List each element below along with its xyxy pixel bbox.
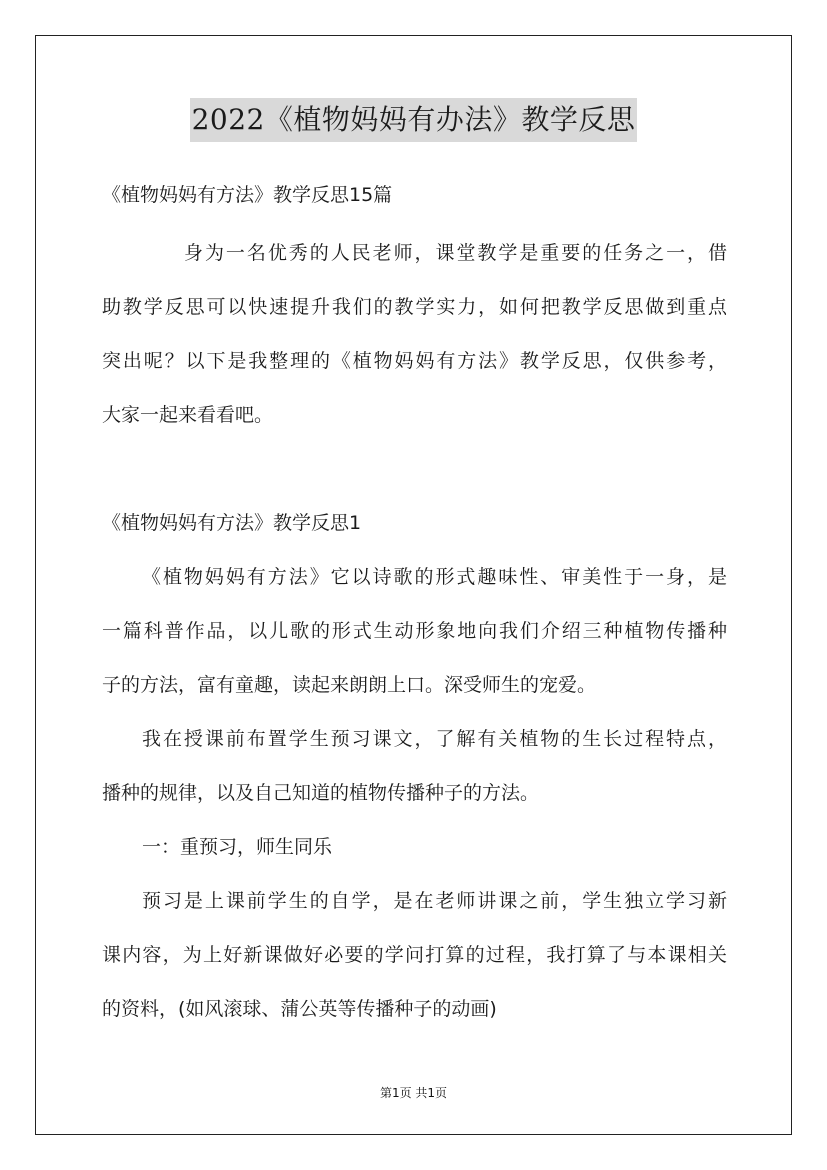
intro-line-1: 身为一名优秀的人民老师，课堂教学是重要的任务之一，借: [184, 242, 727, 264]
para3-line-2: 课内容，为上好新课做好必要的学问打算的过程，我打算了与本课相关: [102, 944, 727, 966]
para2-line-2: 播种的规律，以及自己知道的植物传播种子的方法。: [102, 782, 540, 804]
title-container: [0, 98, 827, 142]
section-heading: 《植物妈妈有方法》教学反思1: [102, 512, 362, 534]
document-title: 2022《植物妈妈有办法》教学反思: [190, 98, 638, 142]
para2-line-1: 我在授课前布置学生预习课文，了解有关植物的生长过程特点，: [142, 728, 727, 750]
page-footer: 第1页 共1页: [379, 1086, 448, 1100]
intro-line-4: 大家一起来看看吧。: [102, 404, 274, 426]
para1-line-2: 一篇科普作品，以儿歌的形式生动形象地向我们介绍三种植物传播种: [102, 620, 727, 642]
intro-line-3: 突出呢？以下是我整理的《植物妈妈有方法》教学反思，仅供参考，: [102, 350, 727, 372]
para1-line-1: 《植物妈妈有方法》它以诗歌的形式趣味性、审美性于一身，是: [142, 566, 727, 588]
para1-line-3: 子的方法，富有童趣，读起来朗朗上口。深受师生的宠爱。: [102, 674, 597, 696]
para3-line-1: 预习是上课前学生的自学，是在老师讲课之前，学生独立学习新: [142, 890, 727, 912]
para3-line-3: 的资料，(如风滚球、蒲公英等传播种子的动画): [102, 998, 497, 1020]
intro-line-2: 助教学反思可以快速提升我们的教学实力，如何把教学反思做到重点: [102, 296, 727, 318]
document-subtitle: 《植物妈妈有方法》教学反思15篇: [102, 184, 393, 206]
point-heading-1: 一：重预习，师生同乐: [142, 836, 333, 858]
